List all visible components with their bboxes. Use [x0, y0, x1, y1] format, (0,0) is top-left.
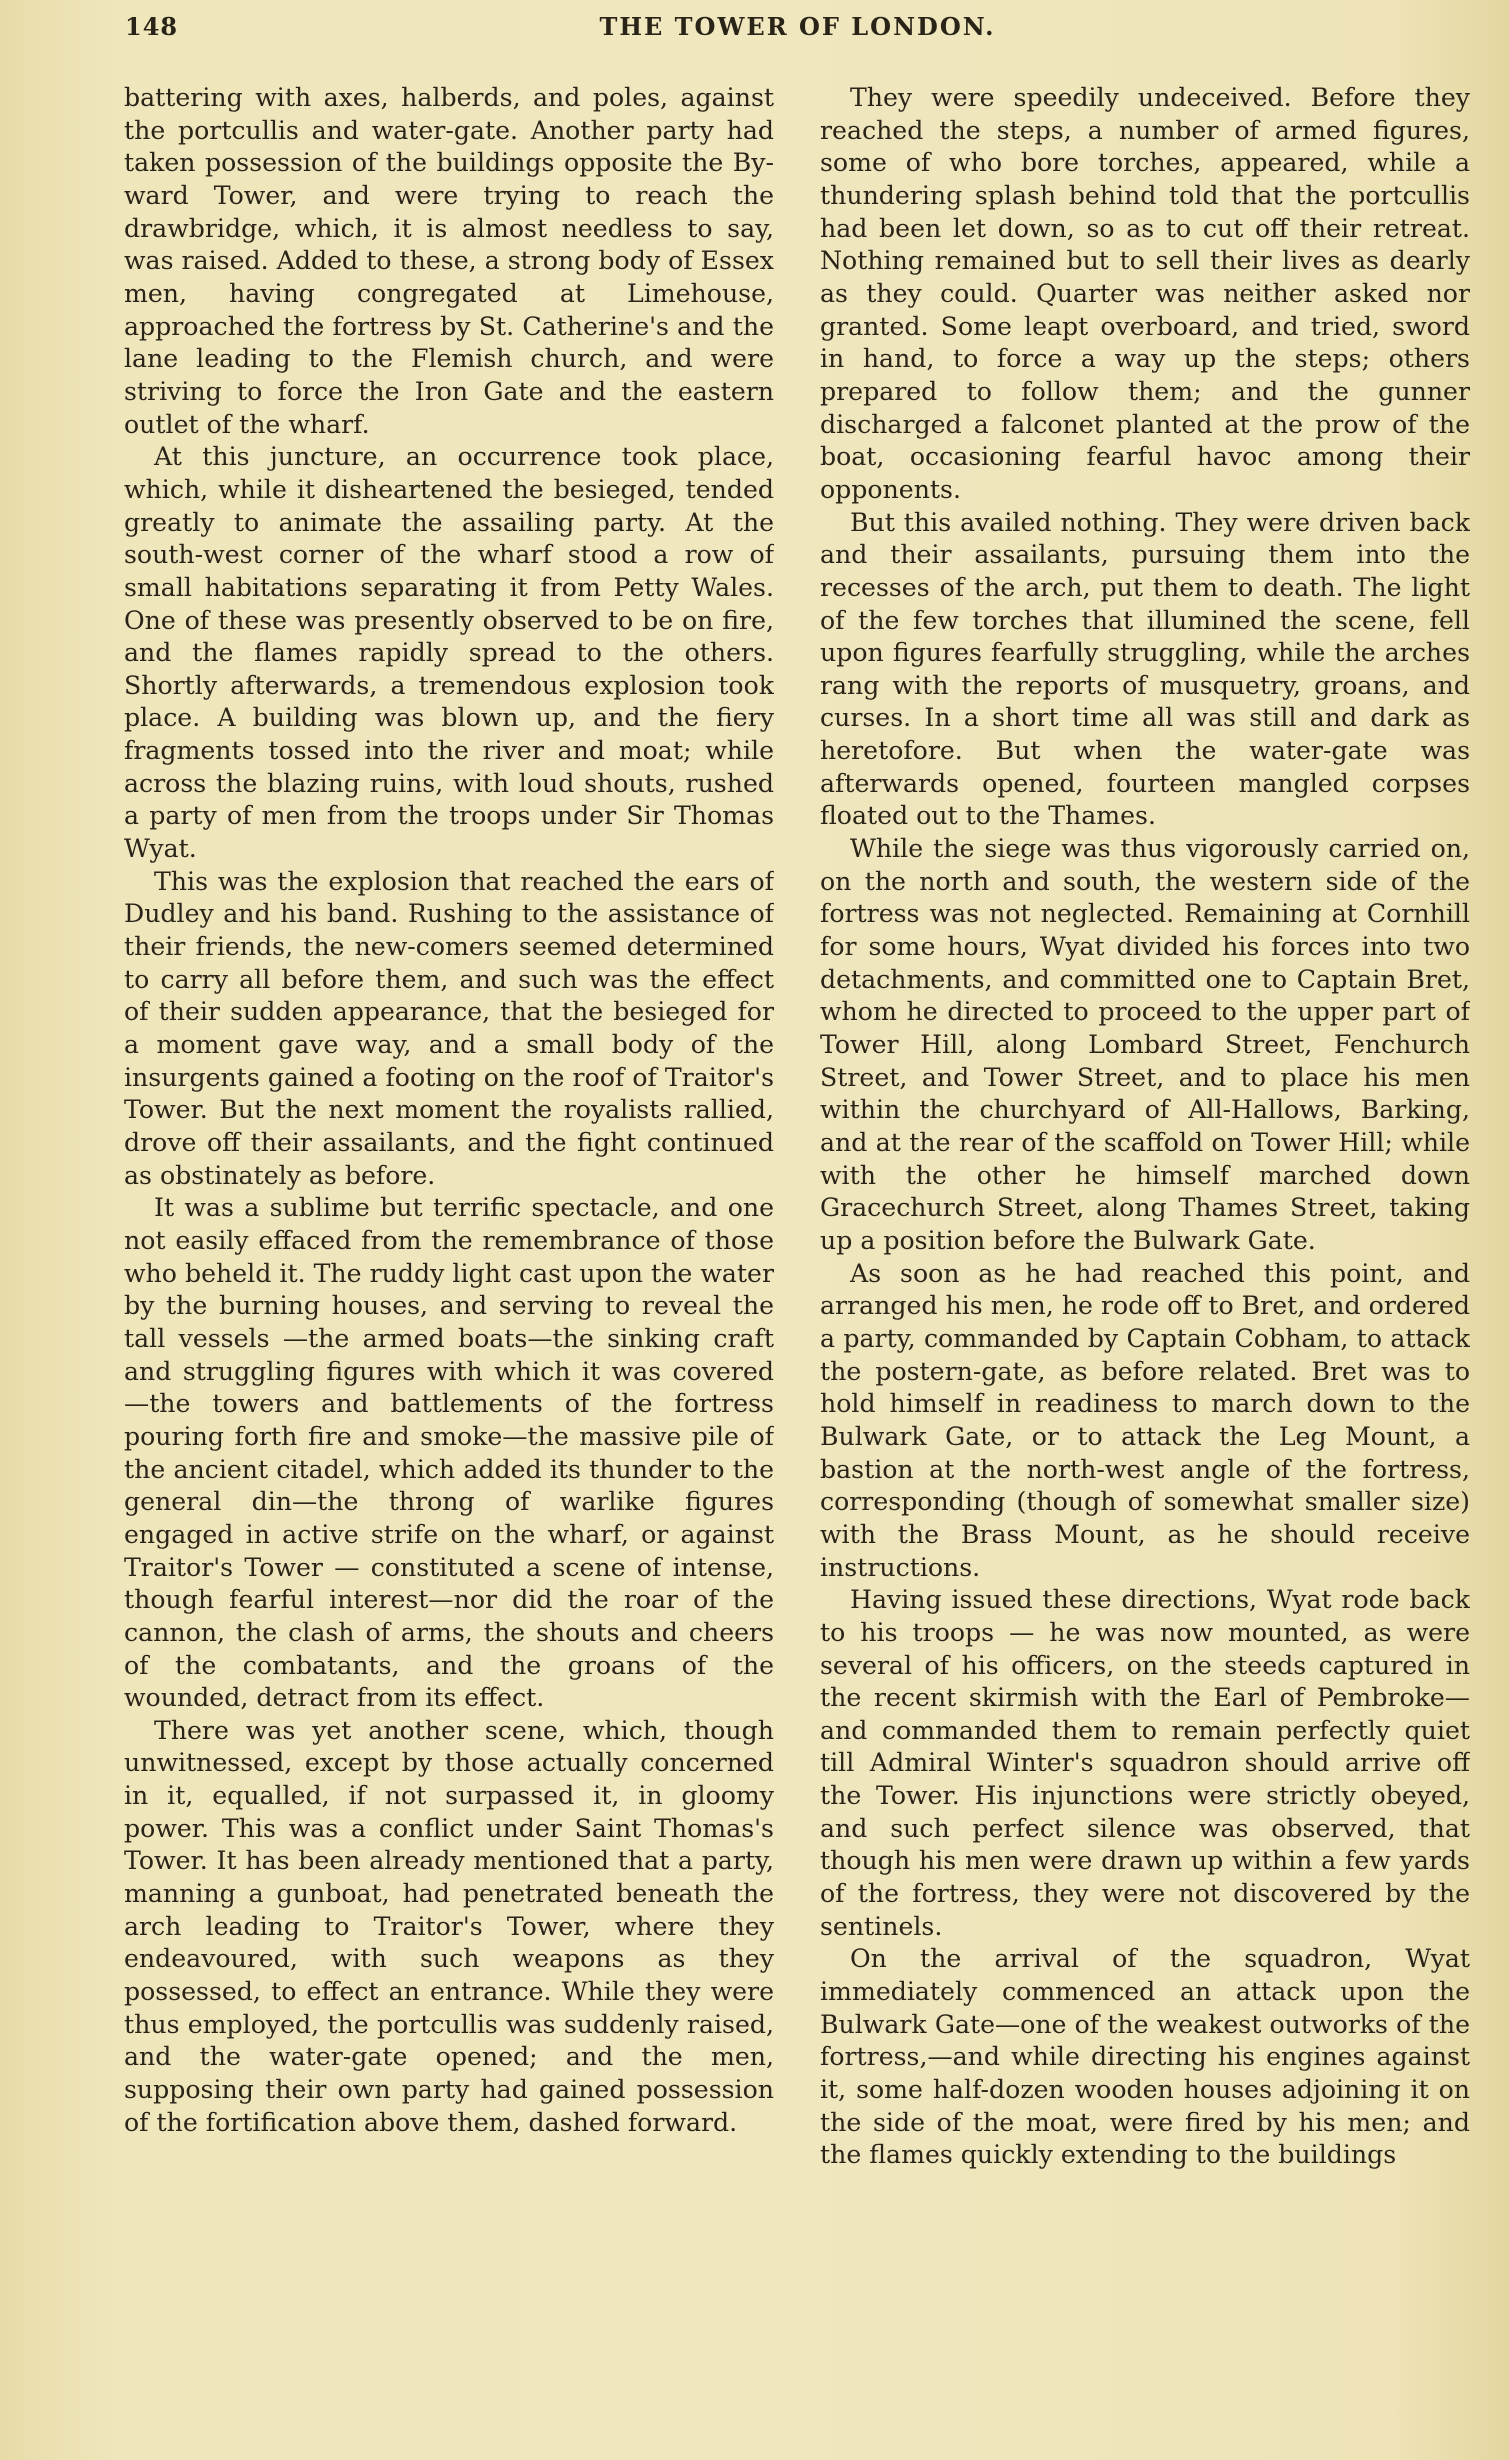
paragraph: As soon as he had reached this point, and arranged his men, he rode off to Bret, and ordered a party, commanded by Captain Cobham, to attack the postern-gate, as before related. Bret was to hold himself in readiness to march down to the Bulwark Gate, or to attack the Leg Mount, a bastion at the north-west angle of the fortress, corresponding (though of somewhat smaller size) with the Brass Mount, as he should receive instructions. — [820, 1258, 1470, 1582]
running-title: THE TOWER OF LONDON. — [599, 12, 996, 41]
paragraph: But this availed nothing. They were driven back and their assailants, pursuing them into the recesses of the arch, put them to death. The light of the few torches that illumined the scene, fell upon figures fearfully struggling, while the arches rang with the reports of musquetry, groans, and curses. In a short time all was still and dark as heretofore. But when the water-gate was afterwards opened, fourteen mangled corpses floated out to the Thames. — [820, 507, 1470, 831]
paragraph: Having issued these directions, Wyat rode back to his troops — he was now mounted, as were several of his officers, on the steeds captured in the recent skirmish with the Earl of Pembroke—and commanded them to remain perfectly quiet till Admiral Winter's squadron should arrive off the Tower. His injunctions were strictly obeyed, and such perfect silence was observed, that though his men were drawn up within a few yards of the fortress, they were not discovered by the sentinels. — [820, 1585, 1470, 1941]
page-header — [125, 12, 1470, 52]
paragraph: It was a sublime but terrific spectacle, and one not easily effaced from the remembrance of those who beheld it. The ruddy light cast upon the water by the burning houses, and serving to reveal the tall vessels —the armed boats—the sinking craft and struggling figures with which it was covered —the towers and battlements of the fortress pouring forth fire and smoke—the massive pile of the ancient citadel, which added its thunder to the general din—the throng of warlike figures engaged in active strife on the wharf, or against Traitor's Tower — constituted a scene of intense, though fearful interest—nor did the roar of the cannon, the clash of arms, the shouts and cheers of the combatants, and the groans of the wounded, detract from its effect. — [124, 1193, 774, 1713]
paragraph: They were speedily undeceived. Before they reached the steps, a number of armed figures, some of who bore torches, appeared, while a thundering splash behind told that the portcullis had been let down, so as to cut off their retreat. Nothing remained but to sell their lives as dearly as they could. Quarter was neither asked nor granted. Some leapt overboard, and tried, sword in hand, to force a way up the steps; others prepared to follow them; and the gunner discharged a falconet planted at the prow of the boat, occasioning fearful havoc among their opponents. — [820, 83, 1470, 504]
paragraph: battering with axes, halberds, and poles, against the portcullis and water-gate. Another party had taken possession of the buildings opposite the By-ward Tower, and were trying to reach the drawbridge, which, it is almost needless to say, was raised. Added to these, a strong body of Essex men, having congregated at Limehouse, approached the fortress by St. Catherine's and the lane leading to the Flemish church, and were striving to force the Iron Gate and the eastern outlet of the wharf. — [124, 83, 774, 439]
paragraph: There was yet another scene, which, though unwitnessed, except by those actually concerned in it, equalled, if not surpassed it, in gloomy power. This was a conflict under Saint Thomas's Tower. It has been already mentioned that a party, manning a gunboat, had penetrated beneath the arch leading to Traitor's Tower, where they endeavoured, with such weapons as they possessed, to effect an entrance. While they were thus employed, the portcullis was suddenly raised, and the water-gate opened; and the men, supposing their own party had gained possession of the fortification above them, dashed forward. — [124, 1715, 774, 2137]
page-number: 148 — [125, 12, 179, 41]
paragraph: On the arrival of the squadron, Wyat immediately commenced an attack upon the Bulwark Gate—one of the weakest outworks of the fortress,—and while directing his engines against it, some half-dozen wooden houses adjoining it on the side of the moat, were fired by his men; and the flames quickly extending to the buildings — [820, 1944, 1470, 2170]
paragraph: This was the explosion that reached the ears of Dudley and his band. Rushing to the assistance of their friends, the new-comers seemed determined to carry all before them, and such was the effect of their sudden appearance, that the besieged for a moment gave way, and a small body of the insurgents gained a footing on the roof of Traitor's Tower. But the next moment the royalists rallied, drove off their assailants, and the fight continued as obstinately as before. — [124, 866, 774, 1190]
left-column — [124, 82, 774, 2447]
right-column — [820, 82, 1470, 2447]
paragraph: At this juncture, an occurrence took place, which, while it disheartened the besieged, tended greatly to animate the assailing party. At the south-west corner of the wharf stood a row of small habitations separating it from Petty Wales. One of these was presently observed to be on fire, and the flames rapidly spread to the others. Shortly afterwards, a tremendous explosion took place. A building was blown up, and the fiery fragments tossed into the river and moat; while across the blazing ruins, with loud shouts, rushed a party of men from the troops under Sir Thomas Wyat. — [124, 442, 774, 864]
paragraph: While the siege was thus vigorously carried on, on the north and south, the western side of the fortress was not neglected. Remaining at Cornhill for some hours, Wyat divided his forces into two detachments, and committed one to Captain Bret, whom he directed to proceed to the upper part of Tower Hill, along Lombard Street, Fenchurch Street, and Tower Street, and to place his men within the churchyard of All-Hallows, Barking, and at the rear of the scaffold on Tower Hill; while with the other he himself marched down Gracechurch Street, along Thames Street, taking up a position before the Bulwark Gate. — [820, 834, 1470, 1255]
